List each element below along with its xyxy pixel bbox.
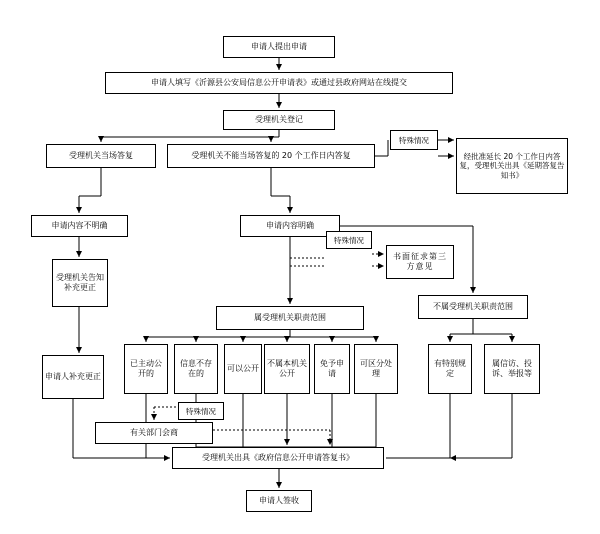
node-separable-handling: 可区分处理 <box>354 344 398 394</box>
node-applicant-submit: 申请人提出申请 <box>223 36 335 58</box>
node-already-public: 已主动公开的 <box>124 344 168 394</box>
node-consult-third-party: 书面征求第三方意见 <box>386 245 454 279</box>
note-special-case-3: 特殊情况 <box>178 402 224 420</box>
node-issue-reply-letter: 受理机关出具《政府信息公开申请答复书》 <box>172 447 384 469</box>
node-applicant-receipt: 申请人签收 <box>246 490 312 512</box>
node-outside-agency-scope: 不属受理机关职责范围 <box>418 295 528 319</box>
note-special-case-2: 特殊情况 <box>326 231 372 249</box>
node-exempt-application: 免予申请 <box>314 344 350 394</box>
node-can-disclose: 可以公开 <box>224 344 262 394</box>
node-content-clear: 申请内容明确 <box>240 215 340 237</box>
node-applicant-supplement: 申请人补充更正 <box>42 355 104 399</box>
note-special-case-1: 特殊情况 <box>390 130 438 150</box>
node-content-unclear: 申请内容不明确 <box>31 215 128 237</box>
node-not-this-agency: 不属本机关公开 <box>264 344 310 394</box>
node-fill-application-form: 申请人填写《沂源县公安局信息公开申请表》或通过县政府网站在线提交 <box>105 72 453 94</box>
node-special-provision: 有特别规定 <box>428 344 472 394</box>
node-info-not-exist: 信息不存在的 <box>174 344 218 394</box>
node-notify-supplement: 受理机关告知补充更正 <box>52 259 108 307</box>
node-reply-within-20-days: 受理机关不能当场答复的 20 个工作日内答复 <box>167 144 375 168</box>
node-within-agency-scope: 属受理机关职责范围 <box>216 306 364 330</box>
node-petition-complaint: 属信访、投诉、举报等 <box>484 344 540 394</box>
node-department-consultation: 有关部门会商 <box>95 422 213 444</box>
node-agency-registration: 受理机关登记 <box>223 110 335 130</box>
node-onsite-reply: 受理机关当场答复 <box>46 144 156 168</box>
node-extension-notice: 经批准延长 20 个工作日内答复，受理机关出具《延期答复告知书》 <box>456 138 568 194</box>
